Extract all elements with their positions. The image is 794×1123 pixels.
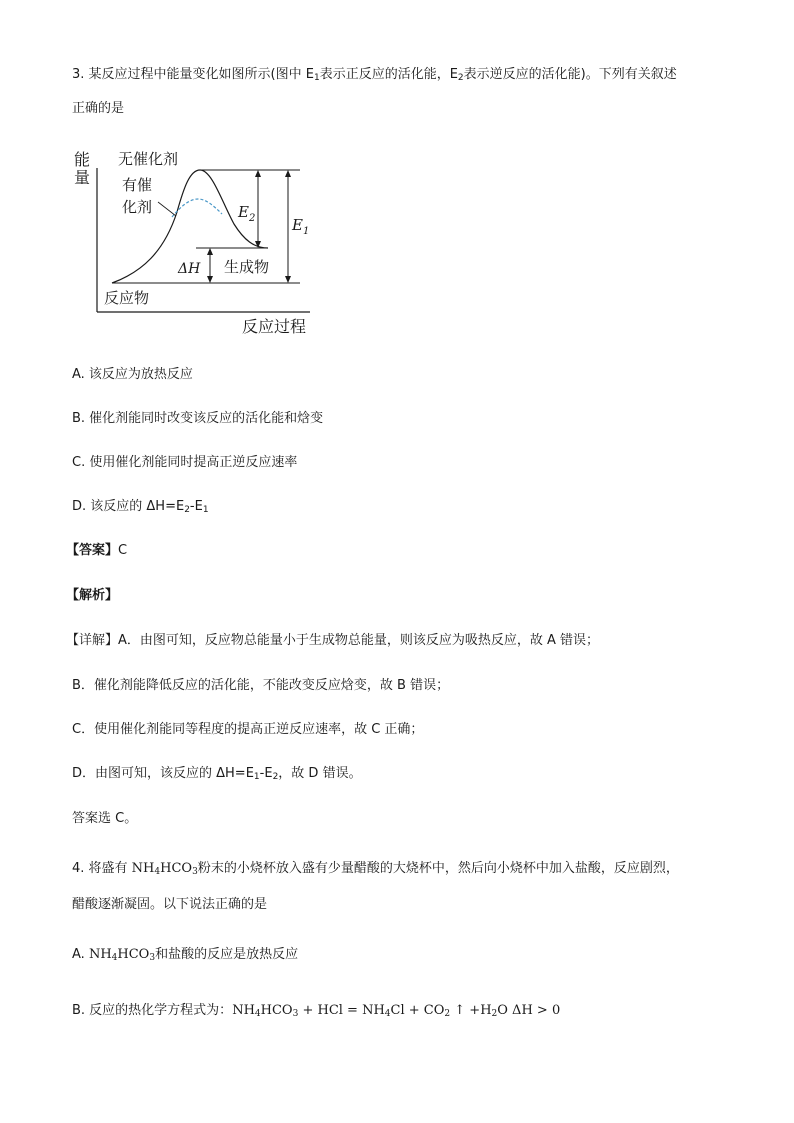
q3-detail-4: D．由图可知，该反应的 $\Delta H=E_1-E_2$，故 D 错误。 [72,766,362,782]
q4-stem-line1: 4. 将盛有 $NH_4HCO_3$粉末的小烧杯放入盛有少量醋酸的大烧杯中，然后向小烧杯中加入盐酸，反应剧烈， [72,861,679,877]
q3-analysis-tag: 【解析】 [66,588,119,603]
q4-option-A: A. $NH_4HCO_3$和盐酸的反应是放热反应 [72,947,299,963]
E1-arrow-head-down [285,276,291,283]
q3-detail-1: 【详解】A．由图可知，反应物总能量小于生成物总能量，则该反应为吸热反应，故 A 错误； [66,633,600,648]
label-E1: $E_1$ [292,216,310,237]
y-label-1: 能 [74,150,91,169]
dH-arrow-head-up [207,248,213,255]
q4-stem-line2: 醋酸逐渐凝固。以下说法正确的是 [72,897,268,912]
q3-option-D: D. 该反应的 $\Delta H=E_2-E_1$ [72,499,209,515]
energy-profile-diagram [72,142,332,342]
q3-option-A: A. 该反应为放热反应 [72,367,193,382]
E2-arrow-head-up [255,170,261,177]
formula-nh4hco3-A: $NH_4HCO_3$ [88,947,156,963]
q3-detail-3: C．使用催化剂能同等程度的提高正逆反应速率，故 C 正确； [72,722,424,737]
dH-arrow-head-down [207,276,213,283]
x-label: 反应过程 [242,317,307,336]
label-E2: $E_2$ [238,203,256,224]
q3-stem-line2: 正确的是 [72,101,125,116]
q3-answer [66,542,127,560]
q3-option-B: B. 催化剂能同时改变该反应的活化能和焓变 [72,411,324,426]
q3-number: 3. [72,67,85,82]
label-reactant: 反应物 [104,289,150,307]
formula-nh4hco3: $NH_4HCO_3$ [131,861,198,877]
q3-detail-2: B．催化剂能降低反应的活化能，不能改变反应焓变，故 B 错误； [72,678,450,693]
q3-stem-line1: 3. 某反应过程中能量变化如图所示(图中 $E_1$表示正反应的活化能，$E_2$表示逆反应的活化能)。下列有关叙述 [72,67,677,83]
label-catalyzed-1: 有催 [122,176,153,194]
q3-conclusion: 答案选 C。 [72,811,138,826]
thermochemical-equation: $NH_4HCO_3$ + HCl = $NH_4Cl + CO_2$ ↑ $+H_2O$ ΔH > 0 [232,1003,561,1019]
label-catalyzed-2: 化剂 [122,198,153,216]
q4-option-B: B. 反应的热化学方程式为：$NH_4HCO_3$ + HCl = $NH_4Cl + CO_2$ ↑ $+H_2O$ ΔH > 0 [72,1003,561,1019]
label-dH: ΔH [178,261,201,277]
label-uncatalyzed: 无催化剂 [118,150,179,168]
E1-arrow-head-up [285,170,291,177]
q3-option-C: C. 使用催化剂能同时提高正逆反应速率 [72,455,298,470]
label-product: 生成物 [224,258,270,276]
y-label-2: 量 [74,168,91,187]
answer-value: C [118,543,128,558]
catalyst-pointer [158,202,176,216]
answer-tag: 【答案】 [66,543,119,558]
